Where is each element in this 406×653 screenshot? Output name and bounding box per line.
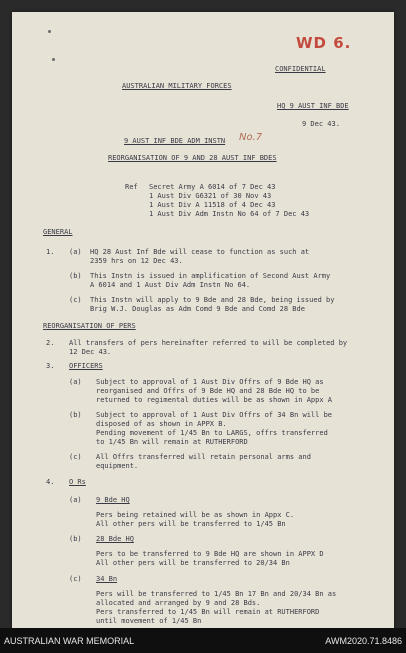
reference-line: 1 Aust Div A 11518 of 4 Dec 43 xyxy=(149,201,276,209)
item-text: All other pers will be transferred to 20/34 Bn xyxy=(96,559,290,567)
item-text: allocated and arranged by 9 and 28 Bds. xyxy=(96,599,261,607)
item-text: All Offrs transferred will retain personal arms and xyxy=(96,453,311,461)
item-label: (b) xyxy=(69,411,82,419)
item-label: (a) xyxy=(69,378,82,386)
item-label: (c) xyxy=(69,575,82,583)
section-heading-reorganisation: REORGANISATION OF PERS xyxy=(43,322,136,330)
footer-institution: AUSTRALIAN WAR MEMORIAL xyxy=(4,636,135,646)
document-page xyxy=(12,12,394,628)
item-text: All other pers will be transferred to 1/45 Bn xyxy=(96,520,286,528)
item-text: This Instn will apply to 9 Bde and 28 Bde, being issued by xyxy=(90,296,335,304)
document-subject: REORGANISATION OF 9 AND 28 AUST INF BDES xyxy=(108,154,277,162)
item-text: A 6014 and 1 Aust Div Adm Instn No 64. xyxy=(90,281,251,289)
references-label: Ref xyxy=(125,183,138,191)
paragraph-number: 3. xyxy=(46,362,55,370)
punch-mark xyxy=(52,58,55,61)
item-text: Subject to approval of 1 Aust Div Offrs of 9 Bde HQ as xyxy=(96,378,324,386)
section-heading-general: GENERAL xyxy=(43,228,73,236)
instruction-number: No.7 xyxy=(239,132,263,143)
instruction-title: 9 AUST INF BDE ADM INSTN xyxy=(124,137,226,145)
punch-mark xyxy=(48,30,51,33)
item-text: This Instn is issued in amplification of Second Aust Army xyxy=(90,272,331,280)
issuing-hq: HQ 9 AUST INF BDE xyxy=(277,102,349,110)
item-label: (a) xyxy=(69,496,82,504)
section-heading-officers: OFFICERS xyxy=(69,362,103,370)
organisation-title: AUSTRALIAN MILITARY FORCES xyxy=(122,82,232,90)
item-text: Pers to be transferred to 9 Bde HQ are shown in APPX D xyxy=(96,550,324,558)
section-heading-other-ranks: O Rs xyxy=(69,478,86,486)
item-label: (b) xyxy=(69,272,82,280)
item-label: (a) xyxy=(69,248,82,256)
item-text: Pers will be transferred to 1/45 Bn 17 Bn and 20/34 Bn as xyxy=(96,590,337,598)
item-label: (b) xyxy=(69,535,82,543)
subheading-9-bde-hq: 9 Bde HQ xyxy=(96,496,130,504)
reference-line: 1 Aust Div Adm Instn No 64 of 7 Dec 43 xyxy=(149,210,310,218)
reference-line: Secret Army A 6014 of 7 Dec 43 xyxy=(149,183,276,191)
paragraph-number: 1. xyxy=(46,248,55,256)
item-label: (c) xyxy=(69,296,82,304)
item-text: Pending movement of 1/45 Bn to LARGS, offrs transferred xyxy=(96,429,328,437)
item-text: HQ 28 Aust Inf Bde will cease to function as such at xyxy=(90,248,310,256)
item-label: (c) xyxy=(69,453,82,461)
item-text: equipment. xyxy=(96,462,139,470)
handwritten-reference: WD 6. xyxy=(296,34,352,52)
item-text: Brig W.J. Douglas as Adm Comd 9 Bde and Comd 28 Bde xyxy=(90,305,305,313)
item-text: Pers being retained will be as shown in Appx C. xyxy=(96,511,295,519)
item-text: 2359 hrs on 12 Dec 43. xyxy=(90,257,183,265)
footer-bar xyxy=(0,628,406,653)
item-text: Subject to approval of 1 Aust Div Offrs of 34 Bn will be xyxy=(96,411,333,419)
footer-accession-number: AWM2020.71.8486 xyxy=(325,636,402,646)
item-text: disposed of as shown in APPX B. xyxy=(96,420,227,428)
classification-label: CONFIDENTIAL xyxy=(275,65,326,73)
item-text: reorganised and Offrs of 9 Bde HQ and 28 Bde HQ to be xyxy=(96,387,320,395)
paragraph-text: All transfers of pers hereinafter referred to will be completed by xyxy=(69,339,348,347)
subheading-28-bde-hq: 28 Bde HQ xyxy=(96,535,134,543)
item-text: until movement of 1/45 Bn xyxy=(96,617,202,625)
paragraph-number: 2. xyxy=(46,339,55,347)
paragraph-number: 4. xyxy=(46,478,55,486)
issue-date: 9 Dec 43. xyxy=(302,120,340,128)
paragraph-text: 12 Dec 43. xyxy=(69,348,112,356)
item-text: returned to regimental duties will be as shown in Appx A xyxy=(96,396,333,404)
item-text: to 1/45 Bn will remain at RUTHERFORD xyxy=(96,438,248,446)
subheading-34-bn: 34 Bn xyxy=(96,575,118,583)
reference-line: 1 Aust Div G6321 of 30 Nov 43 xyxy=(149,192,272,200)
item-text: Pers transferred to 1/45 Bn will remain at RUTHERFORD xyxy=(96,608,320,616)
